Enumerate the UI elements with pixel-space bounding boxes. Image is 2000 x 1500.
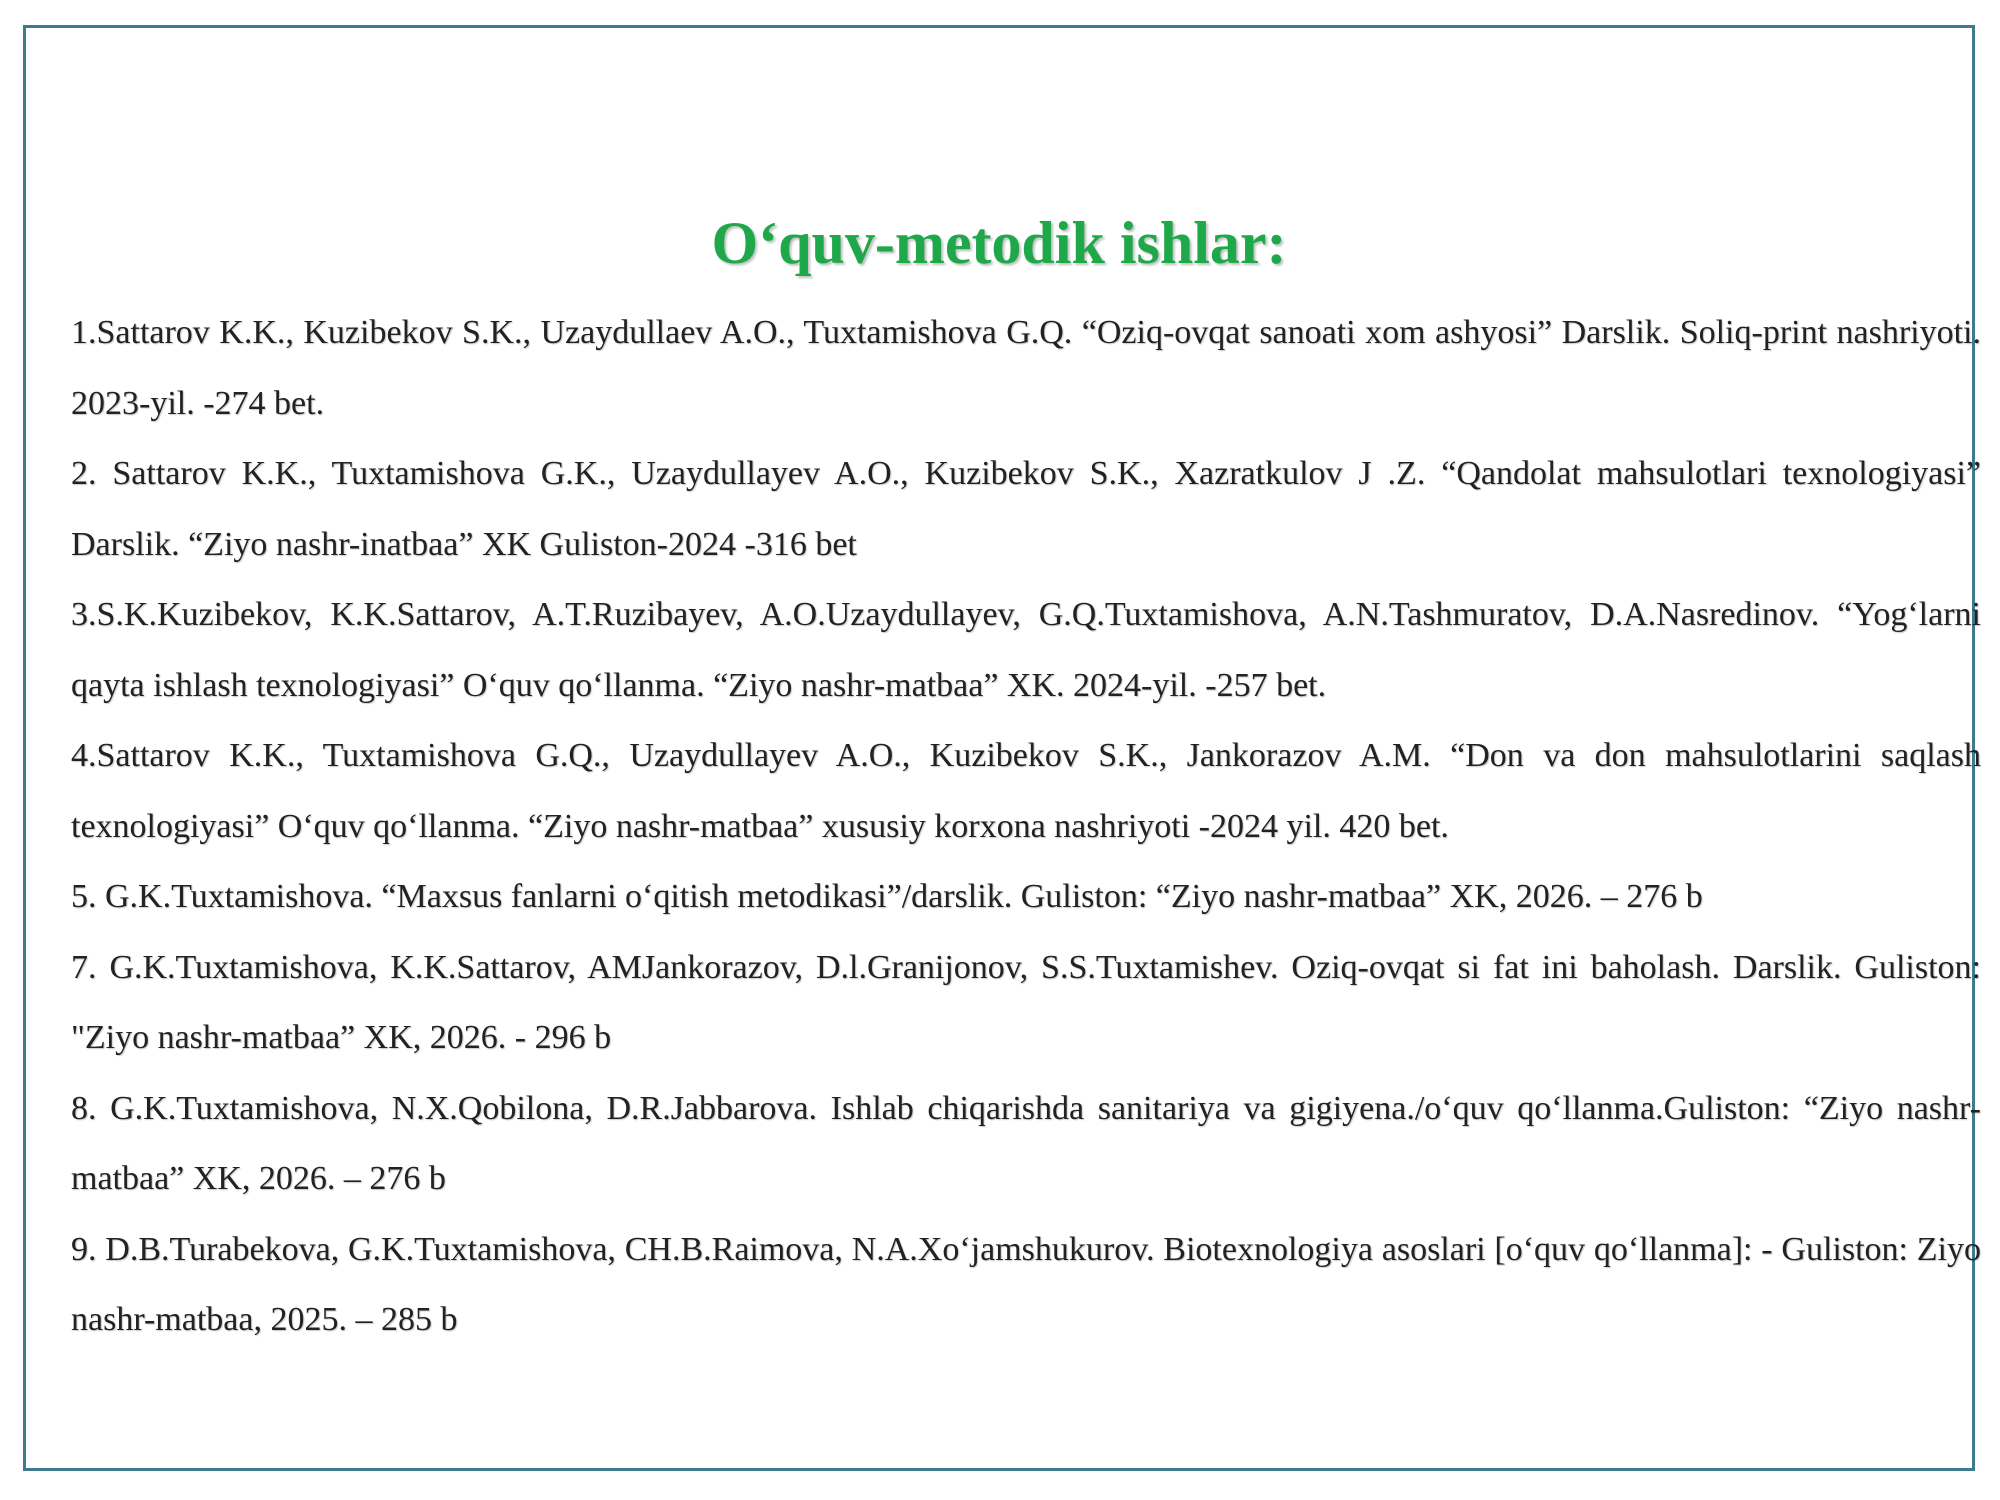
slide-frame xyxy=(23,25,1981,1471)
publication-entry-4: 4.Sattarov K.K., Tuxtamishova G.Q., Uzaydullayev A.O., Kuzibekov S.K., Jankorazov A.M. “Don va don mahsulotlarini saqlash texnologiyasi” O‘quv qo‘llanma. “Ziyo nashr-matbaa” xususiy korxona nashriyoti -2024 yil. 420 bet. xyxy=(71,737,1981,845)
publication-entry-5: 5. G.K.Tuxtamishova. “Maxsus fanlarni o‘qitish metodikasi”/darslik. Guliston: “Ziyo nashr-matbaa” XK, 2026. – 276 b xyxy=(71,878,1703,915)
publication-entry-2: 2. Sattarov K.K., Tuxtamishova G.K., Uzaydullayev A.O., Kuzibekov S.K., Xazratkulov J .Z. “Qandolat mahsulotlari texnologiyasi” Darslik. “Ziyo nashr-inatbaa” XK Guliston-2024 -316 bet xyxy=(71,455,1981,563)
publication-entry-9: 9. D.B.Turabekova, G.K.Tuxtamishova, CH.B.Raimova, N.A.Xo‘jamshukurov. Biotexnologiya asoslari [o‘quv qo‘llanma]: - Guliston: Ziyo nashr-matbaa, 2025. – 285 b xyxy=(71,1230,1981,1338)
publication-list xyxy=(71,298,1981,1356)
slide-title: O‘quv-metodik ishlar: xyxy=(711,210,1287,276)
publication-entry-8: 8. G.K.Tuxtamishova, N.X.Qobilona, D.R.Jabbarova. Ishlab chiqarishda sanitariya va gigiyena./o‘quv qo‘llanma.Guliston: “Ziyo nashr-matbaa” XK, 2026. – 276 b xyxy=(71,1089,1981,1197)
publication-entry-3: 3.S.K.Kuzibekov, K.K.Sattarov, A.T.Ruzibayev, A.O.Uzaydullayev, G.Q.Tuxtamishova, A.N.Tashmuratov, D.A.Nasredinov. “Yog‘larni qayta ishlash texnologiyasi” O‘quv qo‘llanma. “Ziyo nashr-matbaa” XK. 2024-yil. -257 bet. xyxy=(71,596,1981,704)
publication-entry-1: 1.Sattarov K.K., Kuzibekov S.K., Uzaydullaev A.O., Tuxtamishova G.Q. “Oziq-ovqat sanoati xom ashyosi” Darslik. Soliq-print nashriyoti. 2023-yil. -274 bet. xyxy=(71,314,1981,422)
publication-entry-7: 7. G.K.Tuxtamishova, K.K.Sattarov, AMJankorazov, D.l.Granijonov, S.S.Tuxtamishev. Oziq-ovqat si fat ini baholash. Darslik. Guliston: "Ziyo nashr-matbaa” XK, 2026. - 296 b xyxy=(71,948,1981,1056)
